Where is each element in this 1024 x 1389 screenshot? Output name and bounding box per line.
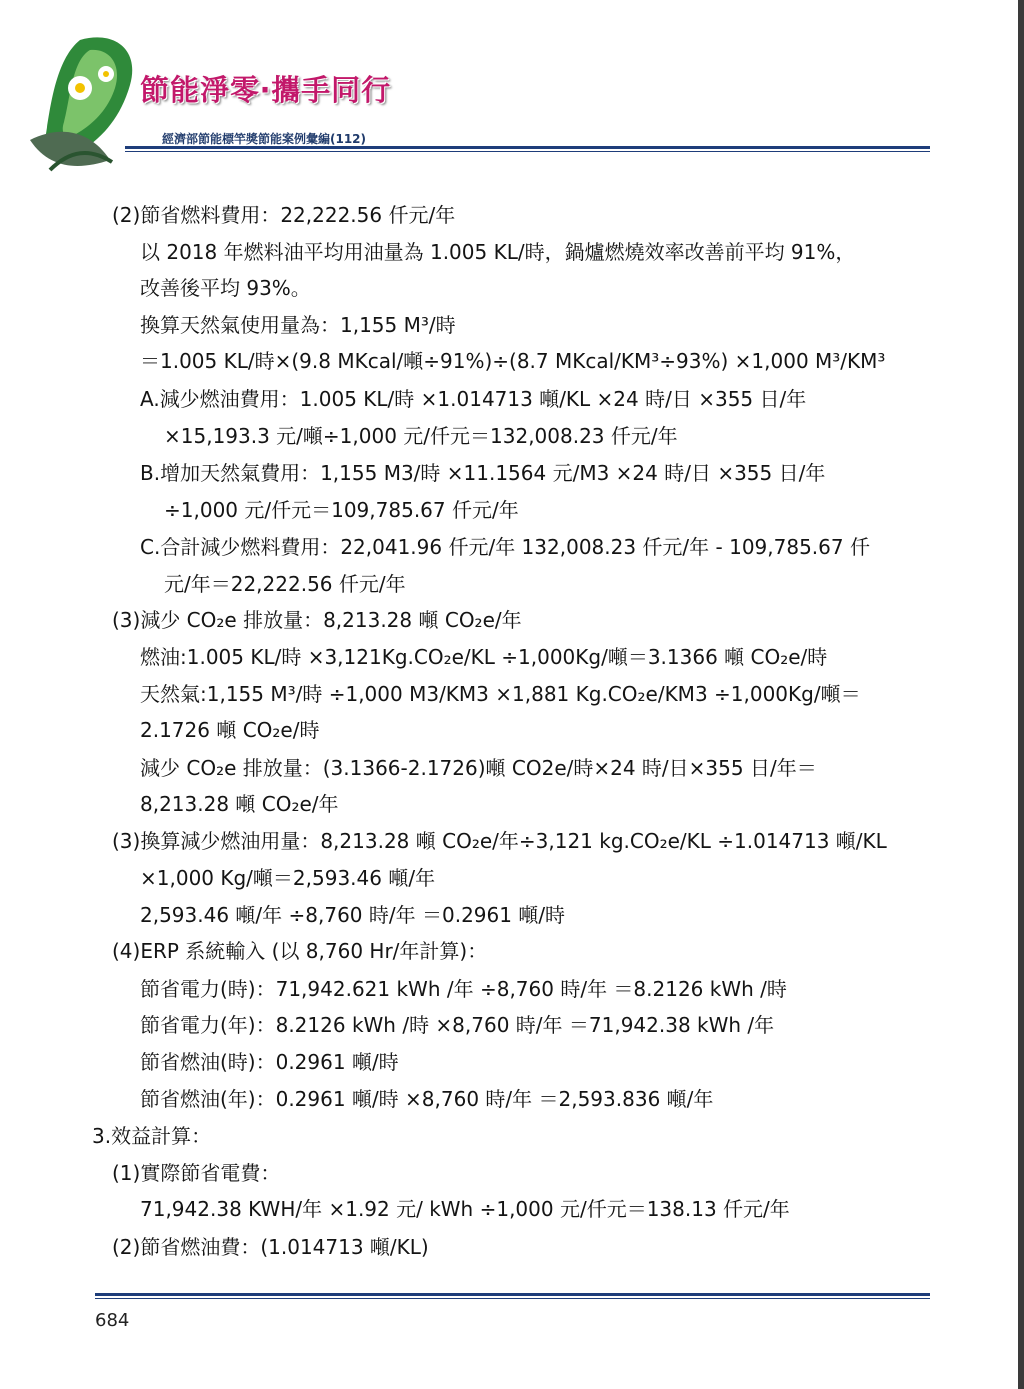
text-line: 節省燃油(年)：0.2961 噸/時 ×8,760 時/年 ＝2,593.836 噸/年 xyxy=(140,1087,714,1111)
text-line: 8,213.28 噸 CO₂e/年 xyxy=(140,792,339,816)
text-line: C.合計減少燃料費用：22,041.96 仟元/年 132,008.23 仟元/年 - 109,785.67 仟 xyxy=(140,535,870,559)
text-line: (2)節省燃油費：(1.014713 噸/KL) xyxy=(112,1235,429,1259)
section-heading: 3.效益計算： xyxy=(92,1124,212,1148)
text-line: ×15,193.3 元/噸÷1,000 元/仟元＝132,008.23 仟元/年 xyxy=(164,424,678,448)
text-line: 節省電力(年)：8.2126 kWh /時 ×8,760 時/年 ＝71,942.38 kWh /年 xyxy=(140,1013,775,1037)
text-line: ÷1,000 元/仟元＝109,785.67 仟元/年 xyxy=(164,498,519,522)
footer-rule-thin xyxy=(95,1298,930,1299)
text-line: 以 2018 年燃料油平均用油量為 1.005 KL/時，鍋爐燃燒效率改善前平均 91%， xyxy=(140,240,856,264)
page-edge xyxy=(1018,0,1024,1389)
taiwan-leaf-logo xyxy=(20,30,160,180)
text-line: 減少 CO₂e 排放量：(3.1366-2.1726)噸 CO2e/時×24 時/日×355 日/年＝ xyxy=(140,756,817,780)
text-line: (3)換算減少燃油用量：8,213.28 噸 CO₂e/年÷3,121 kg.CO₂e/KL ÷1.014713 噸/KL xyxy=(112,829,887,853)
header-rule-thin xyxy=(125,151,930,152)
text-line: ×1,000 Kg/噸＝2,593.46 噸/年 xyxy=(140,866,436,890)
text-line: 71,942.38 KWH/年 ×1.92 元/ kWh ÷1,000 元/仟元＝138.13 仟元/年 xyxy=(140,1197,790,1221)
text-line: ＝1.005 KL/時×(9.8 MKcal/噸÷91%)÷(8.7 MKcal/KM³÷93%) ×1,000 M³/KM³ xyxy=(140,349,886,373)
header-title: 節能淨零‧攜手同行 xyxy=(140,73,392,107)
text-line: (2)節省燃料費用：22,222.56 仟元/年 xyxy=(112,203,456,227)
text-line: 2.1726 噸 CO₂e/時 xyxy=(140,718,320,742)
header-rule xyxy=(125,146,930,149)
text-line: 換算天然氣使用量為：1,155 M³/時 xyxy=(140,313,456,337)
text-line: 節省電力(時)：71,942.621 kWh /年 ÷8,760 時/年 ＝8.2126 kWh /時 xyxy=(140,977,787,1001)
text-line: (3)減少 CO₂e 排放量：8,213.28 噸 CO₂e/年 xyxy=(112,608,522,632)
text-line: (4)ERP 系統輸入 (以 8,760 Hr/年計算)： xyxy=(112,939,488,963)
text-line: 節省燃油(時)：0.2961 噸/時 xyxy=(140,1050,399,1074)
footer-rule xyxy=(95,1293,930,1296)
text-line: B.增加天然氣費用：1,155 M3/時 ×11.1564 元/M3 ×24 時/日 ×355 日/年 xyxy=(140,461,826,485)
text-line: 天然氣:1,155 M³/時 ÷1,000 M3/KM3 ×1,881 Kg.CO₂e/KM3 ÷1,000Kg/噸＝ xyxy=(140,682,861,706)
text-line: (1)實際節省電費： xyxy=(112,1161,281,1185)
text-line: 2,593.46 噸/年 ÷8,760 時/年 ＝0.2961 噸/時 xyxy=(140,903,566,927)
text-line: 改善後平均 93%。 xyxy=(140,276,311,300)
header-subtitle: 經濟部節能標竿獎節能案例彙編(112) xyxy=(162,132,367,146)
text-line: A.減少燃油費用：1.005 KL/時 ×1.014713 噸/KL ×24 時/日 ×355 日/年 xyxy=(140,387,807,411)
text-line: 燃油:1.005 KL/時 ×3,121Kg.CO₂e/KL ÷1,000Kg/噸＝3.1366 噸 CO₂e/時 xyxy=(140,645,828,669)
text-line: 元/年＝22,222.56 仟元/年 xyxy=(164,572,406,596)
page-number: 684 xyxy=(95,1310,130,1331)
